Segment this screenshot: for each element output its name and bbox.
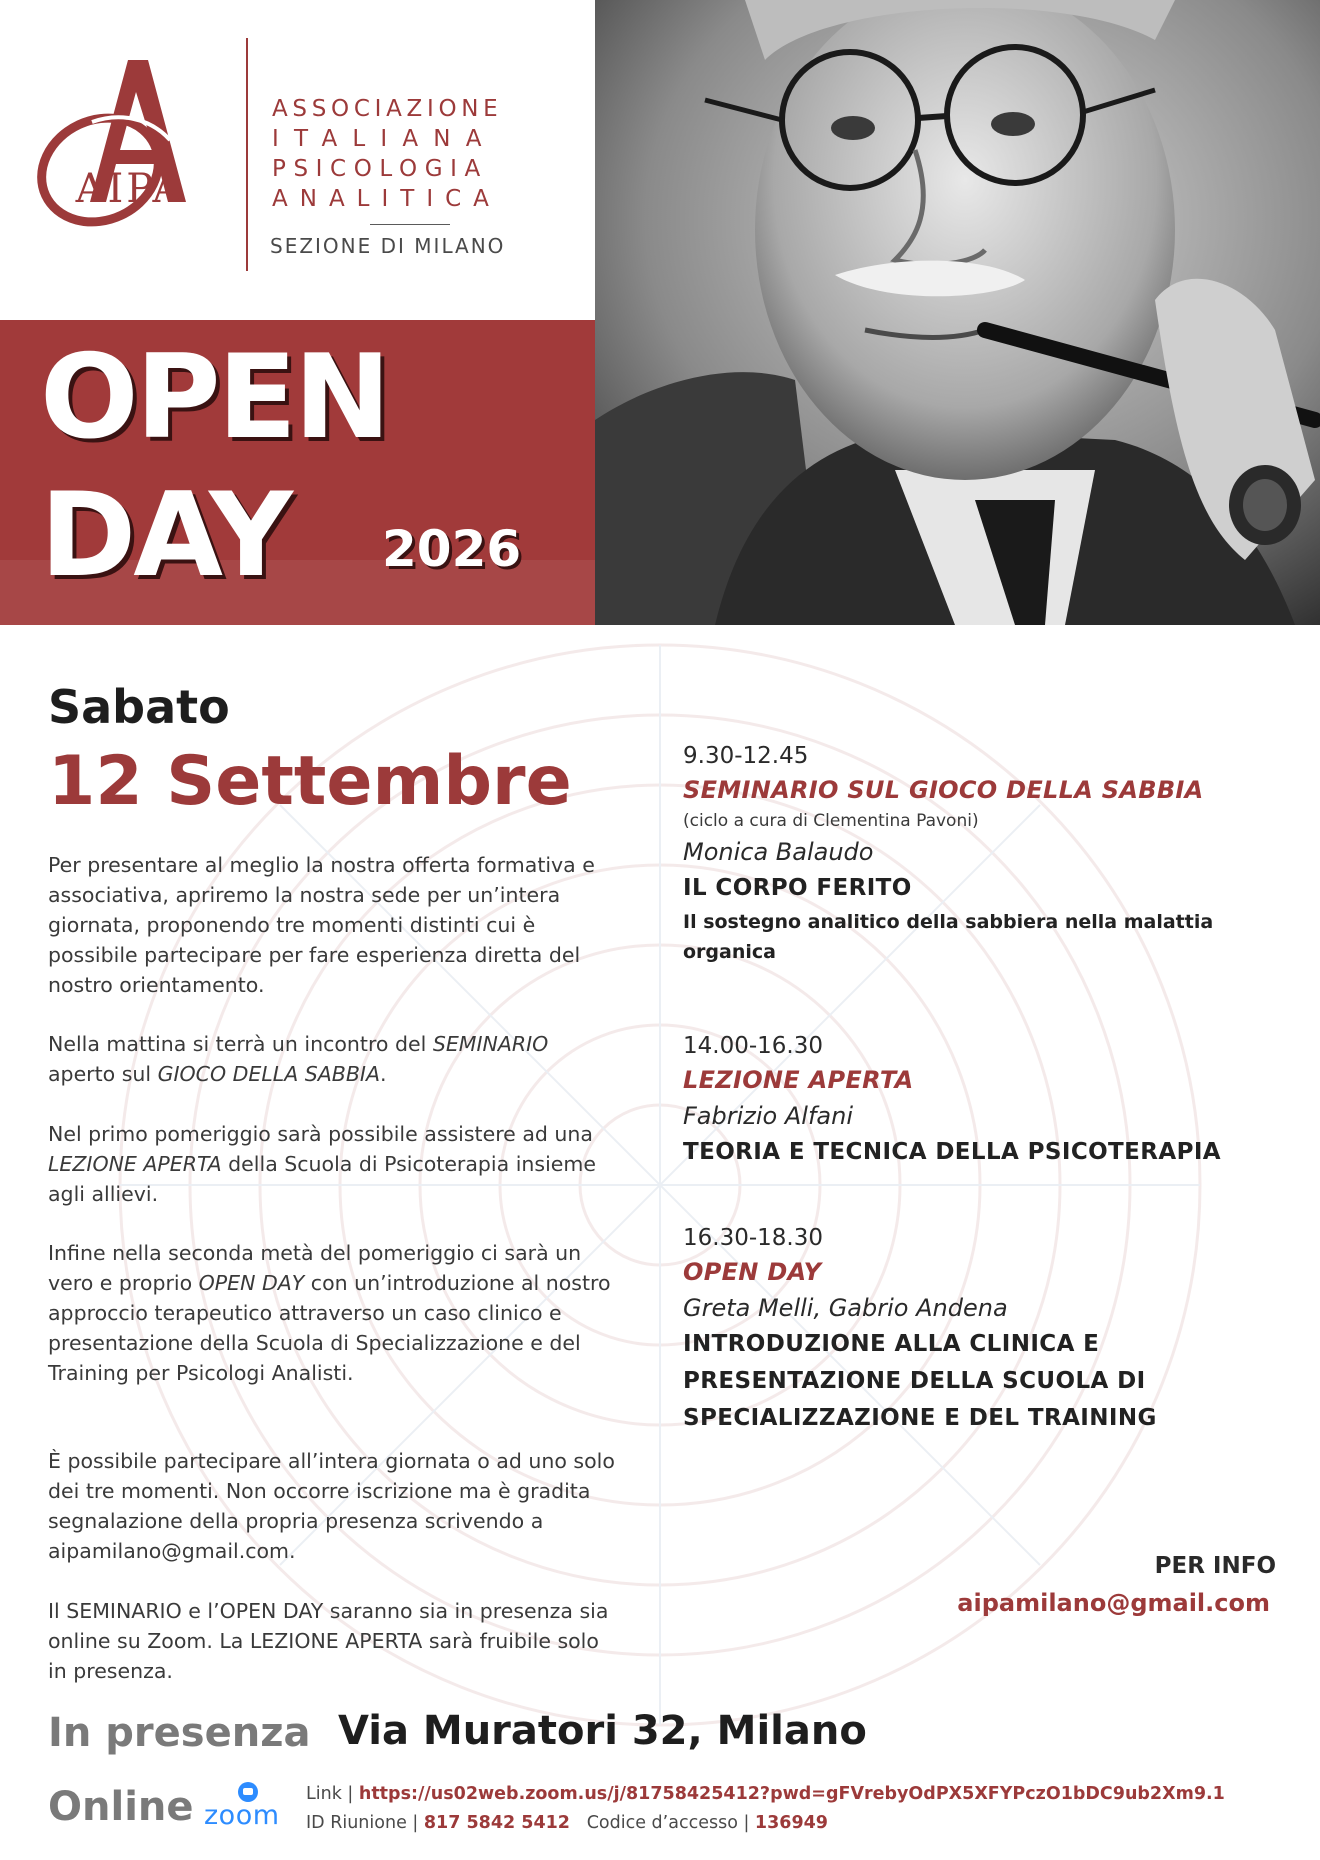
program-slot xyxy=(683,1222,1293,1437)
meeting-id: 817 5842 5412 xyxy=(423,1813,570,1833)
slot-talk-subtitle: Il sostegno analitico della sabbiera nella malattia xyxy=(683,911,1214,933)
intro-paragraph: È possibile partecipare all’intera giornata o ad uno solo dei tre momenti. Non occorre iscrizione ma è gradita segnalazione della propria presenza scrivendo a aipamilano@gmail.com. xyxy=(48,1449,615,1563)
meeting-id-label: ID Riunione | xyxy=(306,1813,424,1833)
slot-time: 9.30-12.45 xyxy=(683,743,809,769)
slot-talk-title: IL CORPO FERITO xyxy=(683,875,912,901)
org-name-line: ASSOCIAZIONE xyxy=(272,96,503,122)
slot-talk-title: SPECIALIZZAZIONE E DEL TRAINING xyxy=(683,1405,1157,1431)
slot-time: 14.00-16.30 xyxy=(683,1033,823,1059)
slot-speaker: Greta Melli, Gabrio Andena xyxy=(683,1294,1008,1322)
slot-talk-title: TEORIA E TECNICA DELLA PSICOTERAPIA xyxy=(683,1139,1221,1165)
intro-paragraph: Infine nella seconda metà del pomeriggio ci sarà un vero e proprio OPEN DAY con un’introduzione al nostro approccio terapeutico attraverso un caso clinico e presentazione della Scuola di Specializzazione e del Training per Psicologi Analisti. xyxy=(48,1241,611,1385)
intro-paragraph: Nella mattina si terrà un incontro del SEMINARIO aperto sul GIOCO DELLA SABBIA. xyxy=(48,1032,549,1086)
aipa-logo xyxy=(30,52,230,252)
intro-paragraph: Per presentare al meglio la nostra offerta formativa e associativa, apriremo la nostra sede per un’intera giornata, proponendo tre momenti distinti cui è possibile partecipare per fare esperienza diretta del nostro orientamento. xyxy=(48,853,595,997)
slot-speaker: Monica Balaudo xyxy=(683,838,874,866)
info-email-link[interactable]: aipamilano@gmail.com xyxy=(957,1589,1270,1617)
date-weekday: Sabato xyxy=(48,680,230,734)
org-section: SEZIONE DI MILANO xyxy=(270,234,506,258)
zoom-camera-icon xyxy=(238,1782,258,1802)
title-open: OPEN xyxy=(40,330,388,465)
zoom-id-line xyxy=(306,1813,828,1833)
logo-text: AIPA xyxy=(75,166,185,212)
program-slot xyxy=(683,740,1293,967)
passcode-label: Codice d’accesso | xyxy=(586,1813,755,1833)
slot-talk-title: INTRODUZIONE ALLA CLINICA E xyxy=(683,1331,1100,1357)
slot-time: 16.30-18.30 xyxy=(683,1225,823,1251)
slot-speaker: Fabrizio Alfani xyxy=(683,1102,853,1130)
zoom-link-label: Link | xyxy=(306,1784,359,1804)
org-name-line: ITALIANA xyxy=(272,126,497,152)
slot-type: SEMINARIO SUL GIOCO DELLA SABBIA xyxy=(683,776,1204,804)
slot-talk-subtitle: organica xyxy=(683,941,776,963)
date-day: 12 Settembre xyxy=(48,742,572,821)
info-label: PER INFO xyxy=(1154,1553,1276,1579)
program-slot xyxy=(683,1030,1293,1171)
in-person-label: In presenza xyxy=(48,1710,311,1756)
title-year: 2026 xyxy=(382,520,522,578)
zoom-link-line xyxy=(306,1784,1225,1804)
title-day: DAY xyxy=(40,468,290,603)
slot-talk-title: PRESENTAZIONE DELLA SCUOLA DI xyxy=(683,1368,1146,1394)
org-name-line: ANALITICA xyxy=(272,186,501,212)
passcode: 136949 xyxy=(754,1813,828,1833)
intro-paragraph: Nel primo pomeriggio sarà possibile assistere ad una LEZIONE APERTA della Scuola di Psicoterapia insieme agli allievi. xyxy=(48,1122,596,1206)
org-name-line: PSICOLOGIA xyxy=(272,156,488,182)
portrait-photo xyxy=(595,0,1320,625)
org-underline xyxy=(370,224,450,225)
intro-paragraph: Il SEMINARIO e l’OPEN DAY saranno sia in presenza sia online su Zoom. La LEZIONE APERTA sarà fruibile solo in presenza. xyxy=(48,1599,609,1683)
zoom-logo: zoom xyxy=(204,1800,280,1831)
slot-type: LEZIONE APERTA xyxy=(683,1066,914,1094)
logo-divider xyxy=(246,38,248,271)
slot-curator: (ciclo a cura di Clementina Pavoni) xyxy=(683,811,979,831)
online-label: Online xyxy=(48,1784,194,1830)
slot-type: OPEN DAY xyxy=(683,1258,822,1286)
venue-address: Via Muratori 32, Milano xyxy=(338,1708,867,1754)
zoom-link[interactable]: https://us02web.zoom.us/j/81758425412?pwd=gFVrebyOdPX5XFYPczO1bDC9ub2Xm9.1 xyxy=(358,1784,1225,1804)
